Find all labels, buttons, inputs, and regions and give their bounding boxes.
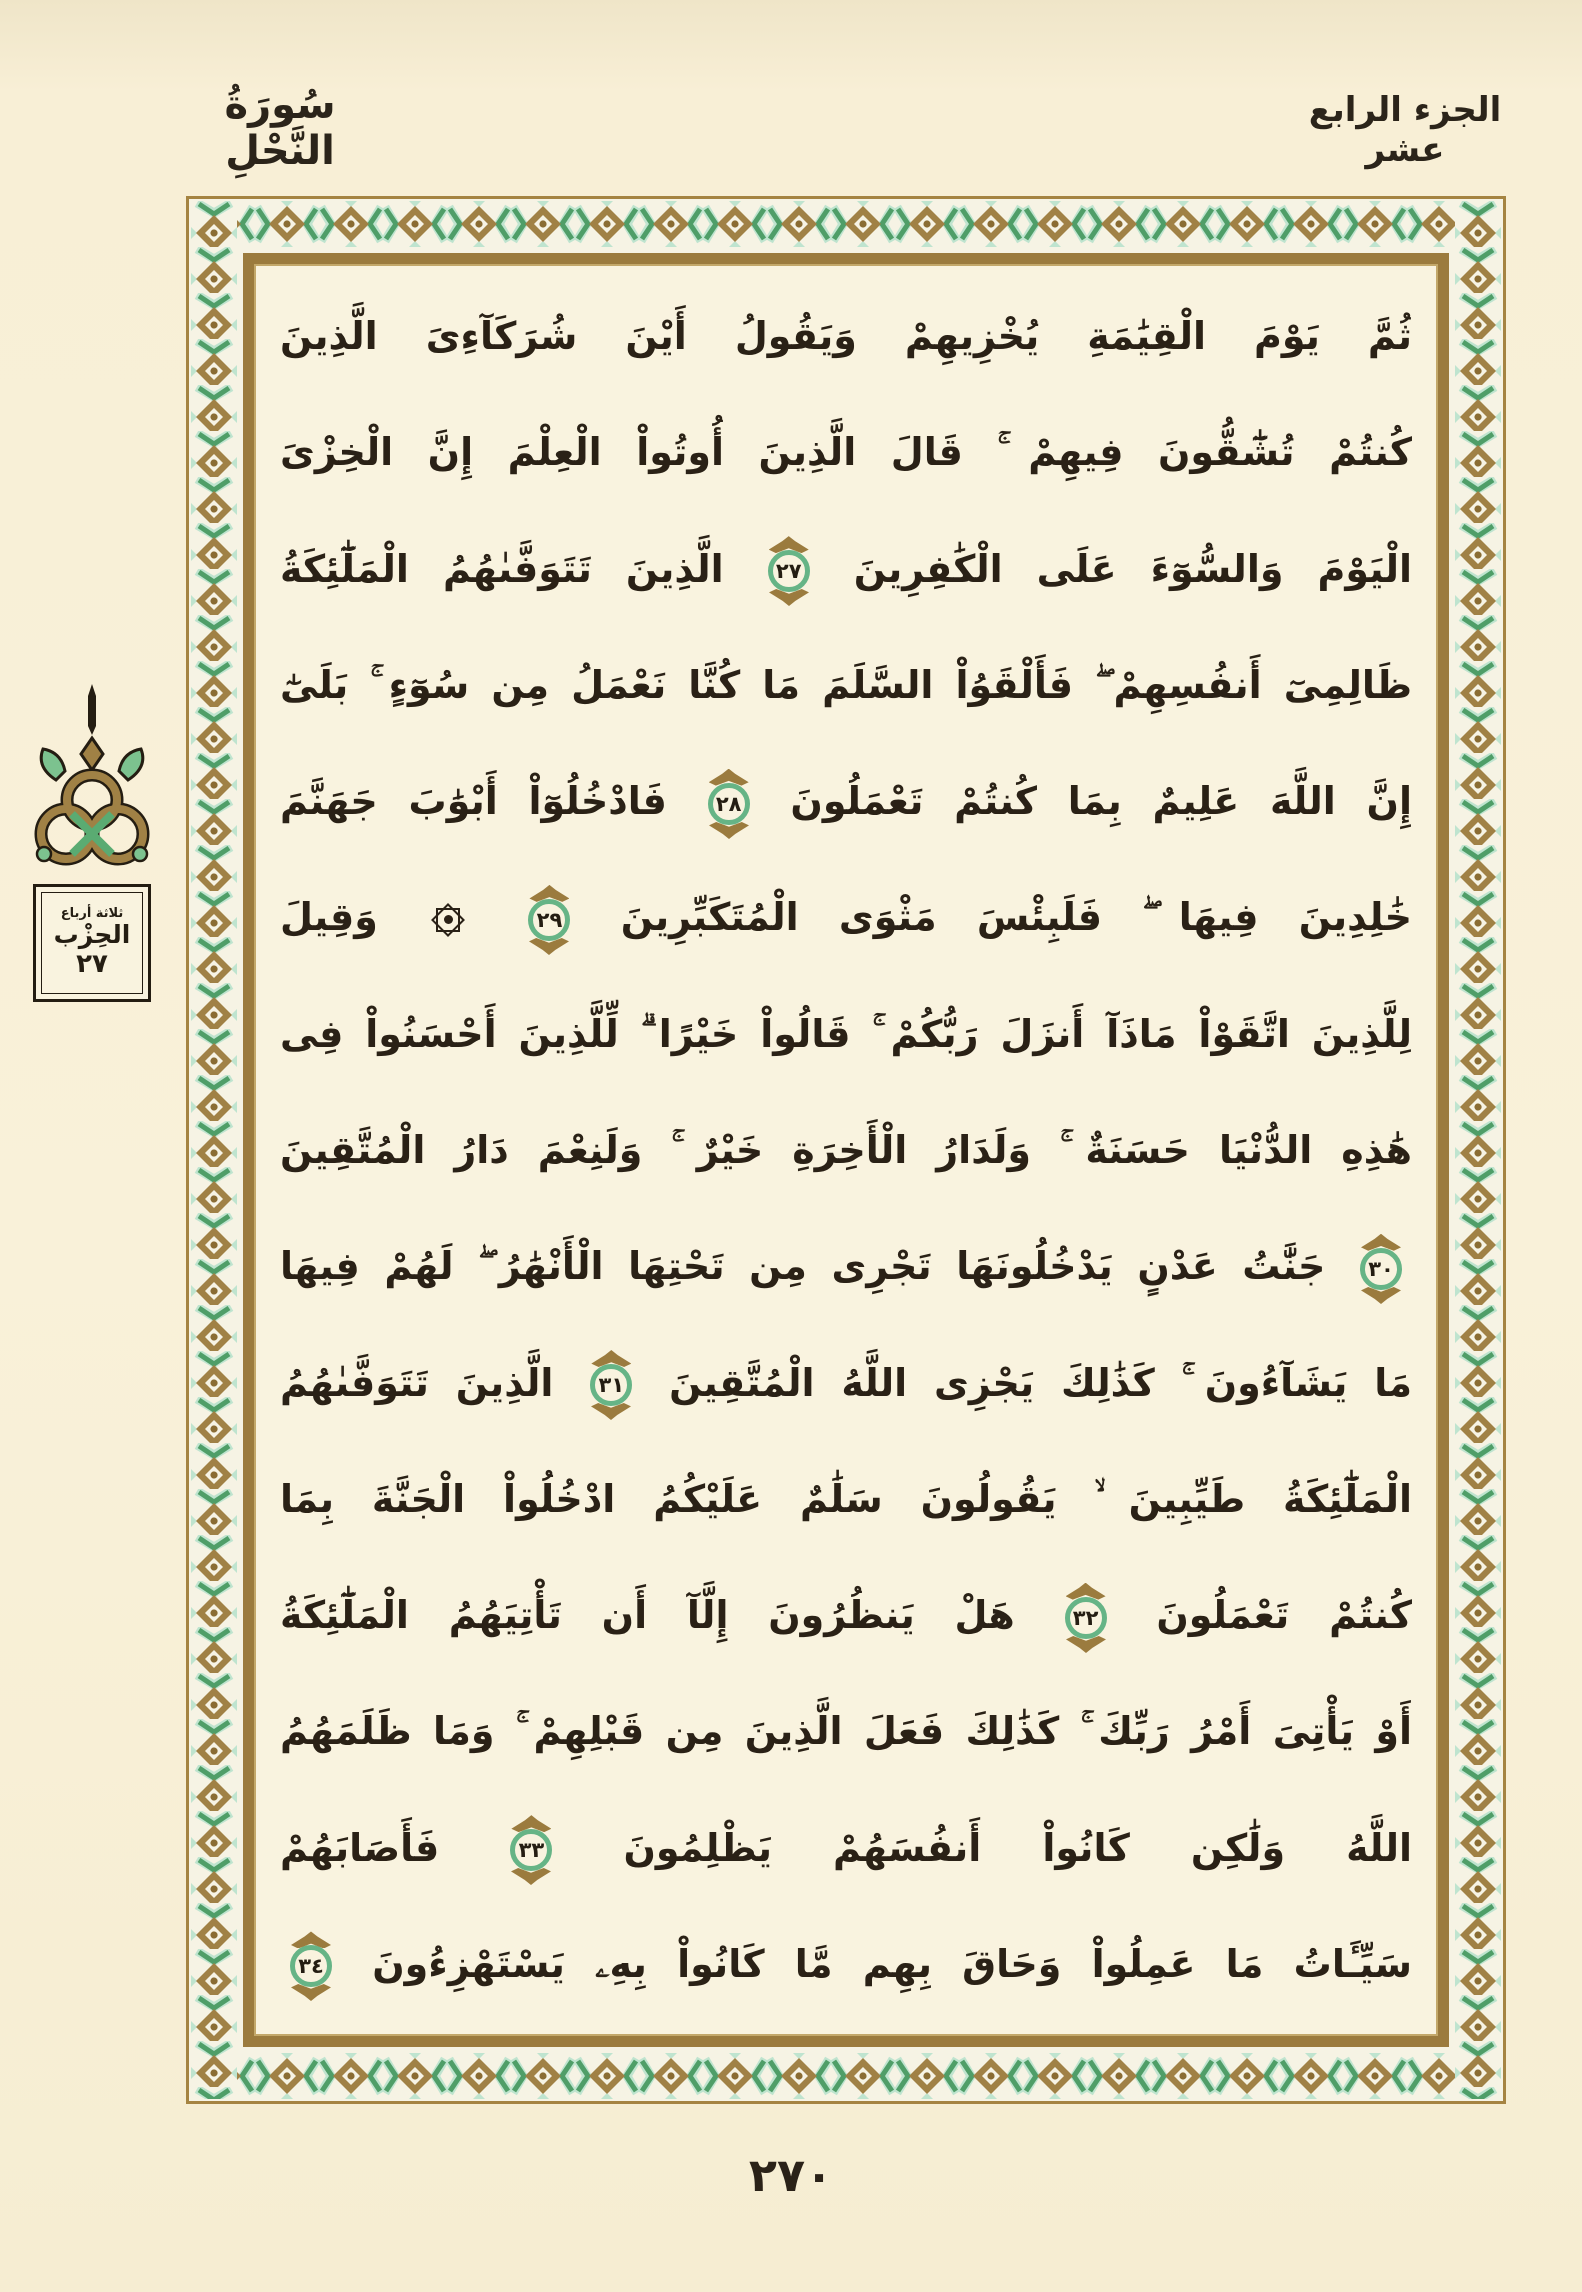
quran-line: [280, 394, 1412, 510]
hizb-fraction-label: ثلاثة أرباع: [60, 906, 124, 922]
ornamental-border-frame: [186, 196, 1506, 2104]
verse-number-medallion: [1065, 1583, 1107, 1653]
verse-text: فَأَصَابَهُمْ: [280, 1825, 440, 1870]
quran-line: [280, 1790, 1412, 1906]
verse-text: كُنتُمْ تَعْمَلُونَ: [1156, 1593, 1412, 1638]
quran-line: [280, 743, 1412, 859]
quran-line: [280, 1208, 1412, 1324]
quran-line: [280, 1906, 1412, 2022]
verse-text: هَلْ يَنظُرُونَ إِلَّآ أَن تَأْتِيَهُمُ الْمَلَٰٓئِكَةُ: [280, 1593, 1015, 1638]
quran-line: [280, 976, 1412, 1092]
verse-number: ٣٣: [510, 1829, 552, 1871]
verse-text: اللَّهُ وَلَٰكِن كَانُواْ أَنفُسَهُمْ يَظْلِمُونَ: [623, 1825, 1412, 1870]
verse-text: هَٰذِهِ الدُّنْيَا حَسَنَةٌ ۚ وَلَدَارُ الْأَخِرَةِ خَيْرٌ ۚ وَلَنِعْمَ دَارُ الْمُتَّقِينَ: [280, 1127, 1412, 1172]
border-pattern-right: [1455, 201, 1501, 2099]
hizb-marker-box: [33, 884, 151, 1002]
quran-line: [280, 1673, 1412, 1789]
rub-el-hizb-star-icon: [430, 902, 466, 938]
verse-number-medallion: [528, 885, 570, 955]
border-pattern-top: [191, 201, 1499, 247]
verse-number-medallion: [1360, 1234, 1402, 1304]
verse-number-medallion: [708, 769, 750, 839]
verse-text: أَوْ يَأْتِىَ أَمْرُ رَبِّكَ ۚ كَذَٰلِكَ فَعَلَ الَّذِينَ مِن قَبْلِهِمْ ۚ وَمَا ظَلَمَهُمُ: [280, 1709, 1412, 1754]
verse-number: ٣١: [590, 1364, 632, 1406]
verse-number-medallion: [290, 1931, 332, 2001]
quran-line: [280, 1092, 1412, 1208]
border-pattern-bottom: [191, 2053, 1499, 2099]
quran-line: [280, 627, 1412, 743]
verse-number: ٣٢: [1065, 1597, 1107, 1639]
verse-text: ثُمَّ يَوْمَ الْقِيَٰمَةِ يُخْزِيهِمْ وَيَقُولُ أَيْنَ شُرَكَآءِىَ الَّذِينَ: [280, 314, 1412, 358]
verse-text: خَٰلِدِينَ فِيهَا ۖ فَلَبِئْسَ مَثْوَى الْمُتَكَبِّرِينَ: [620, 895, 1413, 940]
verse-text: جَنَّٰتُ عَدْنٍ يَدْخُلُونَهَا تَجْرِى مِن تَحْتِهَا الْأَنْهَٰرُ ۖ لَهُمْ فِيهَا: [280, 1244, 1326, 1289]
verse-text: مَا يَشَآءُونَ ۚ كَذَٰلِكَ يَجْزِى اللَّهُ الْمُتَّقِينَ: [669, 1360, 1413, 1405]
quran-line: [280, 1441, 1412, 1557]
verse-number: ٢٧: [768, 550, 810, 592]
quran-line: [280, 278, 1412, 394]
verse-text: كُنتُمْ تُشَٰٓقُّونَ فِيهِمْ ۚ قَالَ الَّذِينَ أُوتُواْ الْعِلْمَ إِنَّ الْخِزْىَ: [280, 430, 1412, 475]
quran-line: [280, 1325, 1412, 1441]
quran-line: [280, 859, 1412, 975]
hizb-knot-ornament-icon: [22, 682, 162, 882]
verse-text: لِلَّذِينَ اتَّقَوْاْ مَاذَآ أَنزَلَ رَبُّكُمْ ۚ قَالُواْ خَيْرًا ۗ لِّلَّذِينَ أَحْسَنُواْ فِى: [280, 1011, 1412, 1056]
hizb-label: الحِزْب: [53, 920, 131, 950]
verse-lines: [280, 278, 1412, 2022]
verse-text: فَادْخُلُوٓاْ أَبْوَٰبَ جَهَنَّمَ: [280, 779, 667, 824]
border-pattern-left: [191, 201, 237, 2099]
verse-text: الَّذِينَ تَتَوَفَّىٰهُمُ: [280, 1360, 554, 1405]
verse-text: الَّذِينَ تَتَوَفَّىٰهُمُ الْمَلَٰٓئِكَةُ: [280, 546, 724, 591]
verse-number: ٣٠: [1360, 1248, 1402, 1290]
verse-number-medallion: [768, 536, 810, 606]
verse-number: ٢٩: [528, 899, 570, 941]
verse-number-medallion: [510, 1815, 552, 1885]
quran-line: [280, 511, 1412, 627]
quran-line: [280, 1557, 1412, 1673]
page-number: ٢٧٠: [748, 2148, 834, 2202]
verse-number-medallion: [590, 1350, 632, 1420]
verse-text: إِنَّ اللَّهَ عَلِيمٌ بِمَا كُنتُمْ تَعْمَلُونَ: [790, 779, 1413, 824]
text-area-frame: [243, 253, 1449, 2047]
verse-text: ظَالِمِىٓ أَنفُسِهِمْ ۖ فَأَلْقَوُاْ السَّلَمَ مَا كُنَّا نَعْمَلُ مِن سُوٓءٍ ۚ بَلَىٰٓ: [280, 662, 1412, 707]
verse-number: ٣٤: [290, 1945, 332, 1987]
verse-number: ٢٨: [708, 783, 750, 825]
verse-text: الْمَلَٰٓئِكَةُ طَيِّبِينَ ۙ يَقُولُونَ سَلَٰمٌ عَلَيْكُمُ ادْخُلُواْ الْجَنَّةَ بِمَا: [280, 1476, 1412, 1521]
hizb-number: ٢٧: [76, 949, 108, 980]
verse-text: وَقِيلَ: [280, 895, 378, 940]
verse-text: الْيَوْمَ وَالسُّوٓءَ عَلَى الْكَٰفِرِينَ: [853, 546, 1412, 591]
verse-text: سَيِّـَٔاتُ مَا عَمِلُواْ وَحَاقَ بِهِم مَّا كَانُواْ بِهِۦ يَسْتَهْزِءُونَ: [372, 1941, 1413, 1986]
juz-title-header: الجزء الرابع عشر: [1308, 90, 1502, 170]
surah-title-header: سُورَةُ النَّحْلِ: [224, 82, 336, 174]
